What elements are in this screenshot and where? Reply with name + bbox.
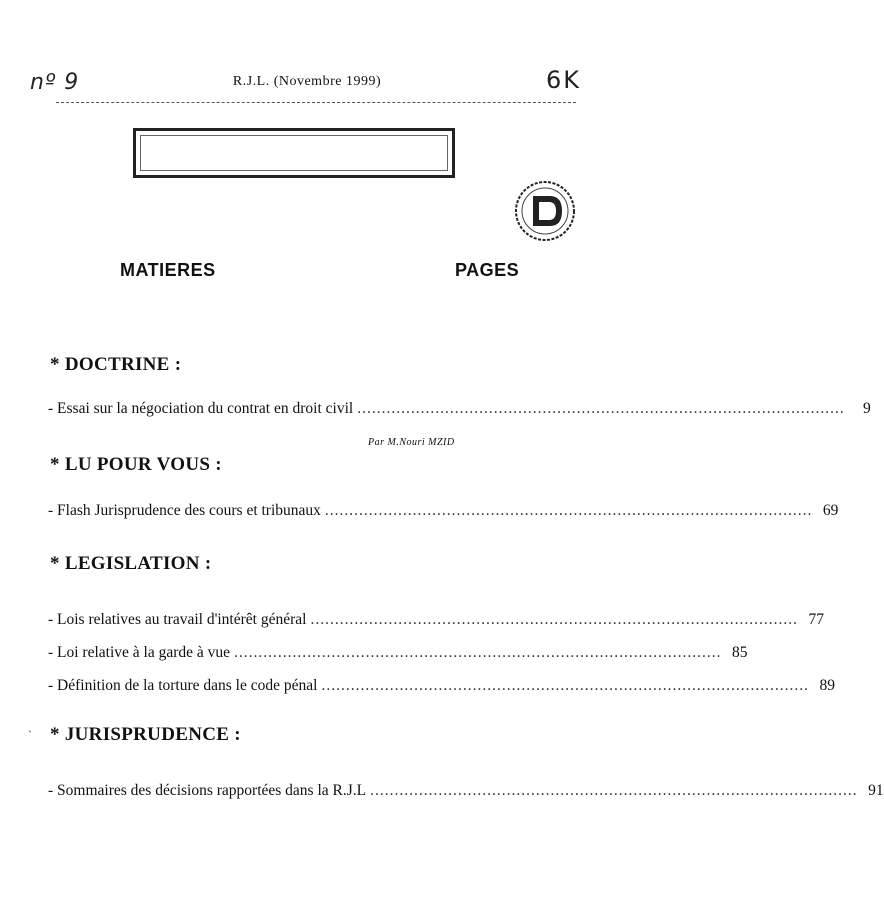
toc-entry [48, 644, 748, 664]
toc-entry [48, 502, 839, 522]
leader-dots: .................................................................................................... [321, 677, 809, 694]
entry-label: - Sommaires des décisions rapportées dans la R.J.L [48, 782, 367, 799]
entry-label: - Essai sur la négociation du contrat en droit civil [48, 400, 354, 417]
entry-label: - Définition de la torture dans le code pénal [48, 677, 318, 694]
entry-page-number: 69 [822, 502, 839, 519]
leader-dots: .................................................................................................... [310, 611, 798, 628]
toc-entry [48, 400, 871, 420]
entry-page-number: 91 [868, 782, 884, 799]
margin-mark: ` [28, 728, 32, 742]
faded-stamp-box [133, 128, 455, 178]
handwritten-code: 6K [546, 66, 582, 94]
toc-entry [48, 782, 884, 802]
leader-dots: .................................................................................................... [234, 644, 722, 661]
section-title-doctrine: * DOCTRINE : [50, 354, 182, 375]
entry-page-number: 77 [808, 611, 824, 628]
leader-dots: .................................................................................................... [370, 782, 858, 799]
entry-label: - Flash Jurisprudence des cours et tribunaux [48, 502, 321, 519]
library-seal-icon [514, 180, 576, 242]
entry-page-number: 89 [819, 677, 835, 694]
leader-dots: .................................................................................................... [324, 502, 813, 519]
handwritten-issue-number: nº 9 [30, 70, 80, 95]
stamp-inner-border [140, 135, 448, 171]
column-heading-matieres: MATIERES [120, 260, 216, 280]
entry-label: - Lois relatives au travail d'intérêt général [48, 611, 307, 628]
column-heading-pages: PAGES [455, 260, 520, 280]
entry-page-number: 85 [732, 644, 748, 661]
section-title-jurisprudence: * JURISPRUDENCE : [50, 724, 241, 745]
section-title-legislation: * LEGISLATION : [50, 553, 212, 574]
leader-dots: .................................................................................................... [357, 400, 845, 417]
toc-entry [48, 611, 824, 631]
article-author: Par M.Nouri MZID [368, 437, 455, 448]
toc-entry [48, 677, 835, 697]
journal-header: R.J.L. (Novembre 1999) [232, 74, 382, 89]
entry-page-number: 9 [862, 400, 871, 417]
header-divider [56, 102, 576, 103]
section-title-lu-pour-vous: * LU POUR VOUS : [50, 454, 222, 475]
entry-label: - Loi relative à la garde à vue [48, 644, 231, 661]
